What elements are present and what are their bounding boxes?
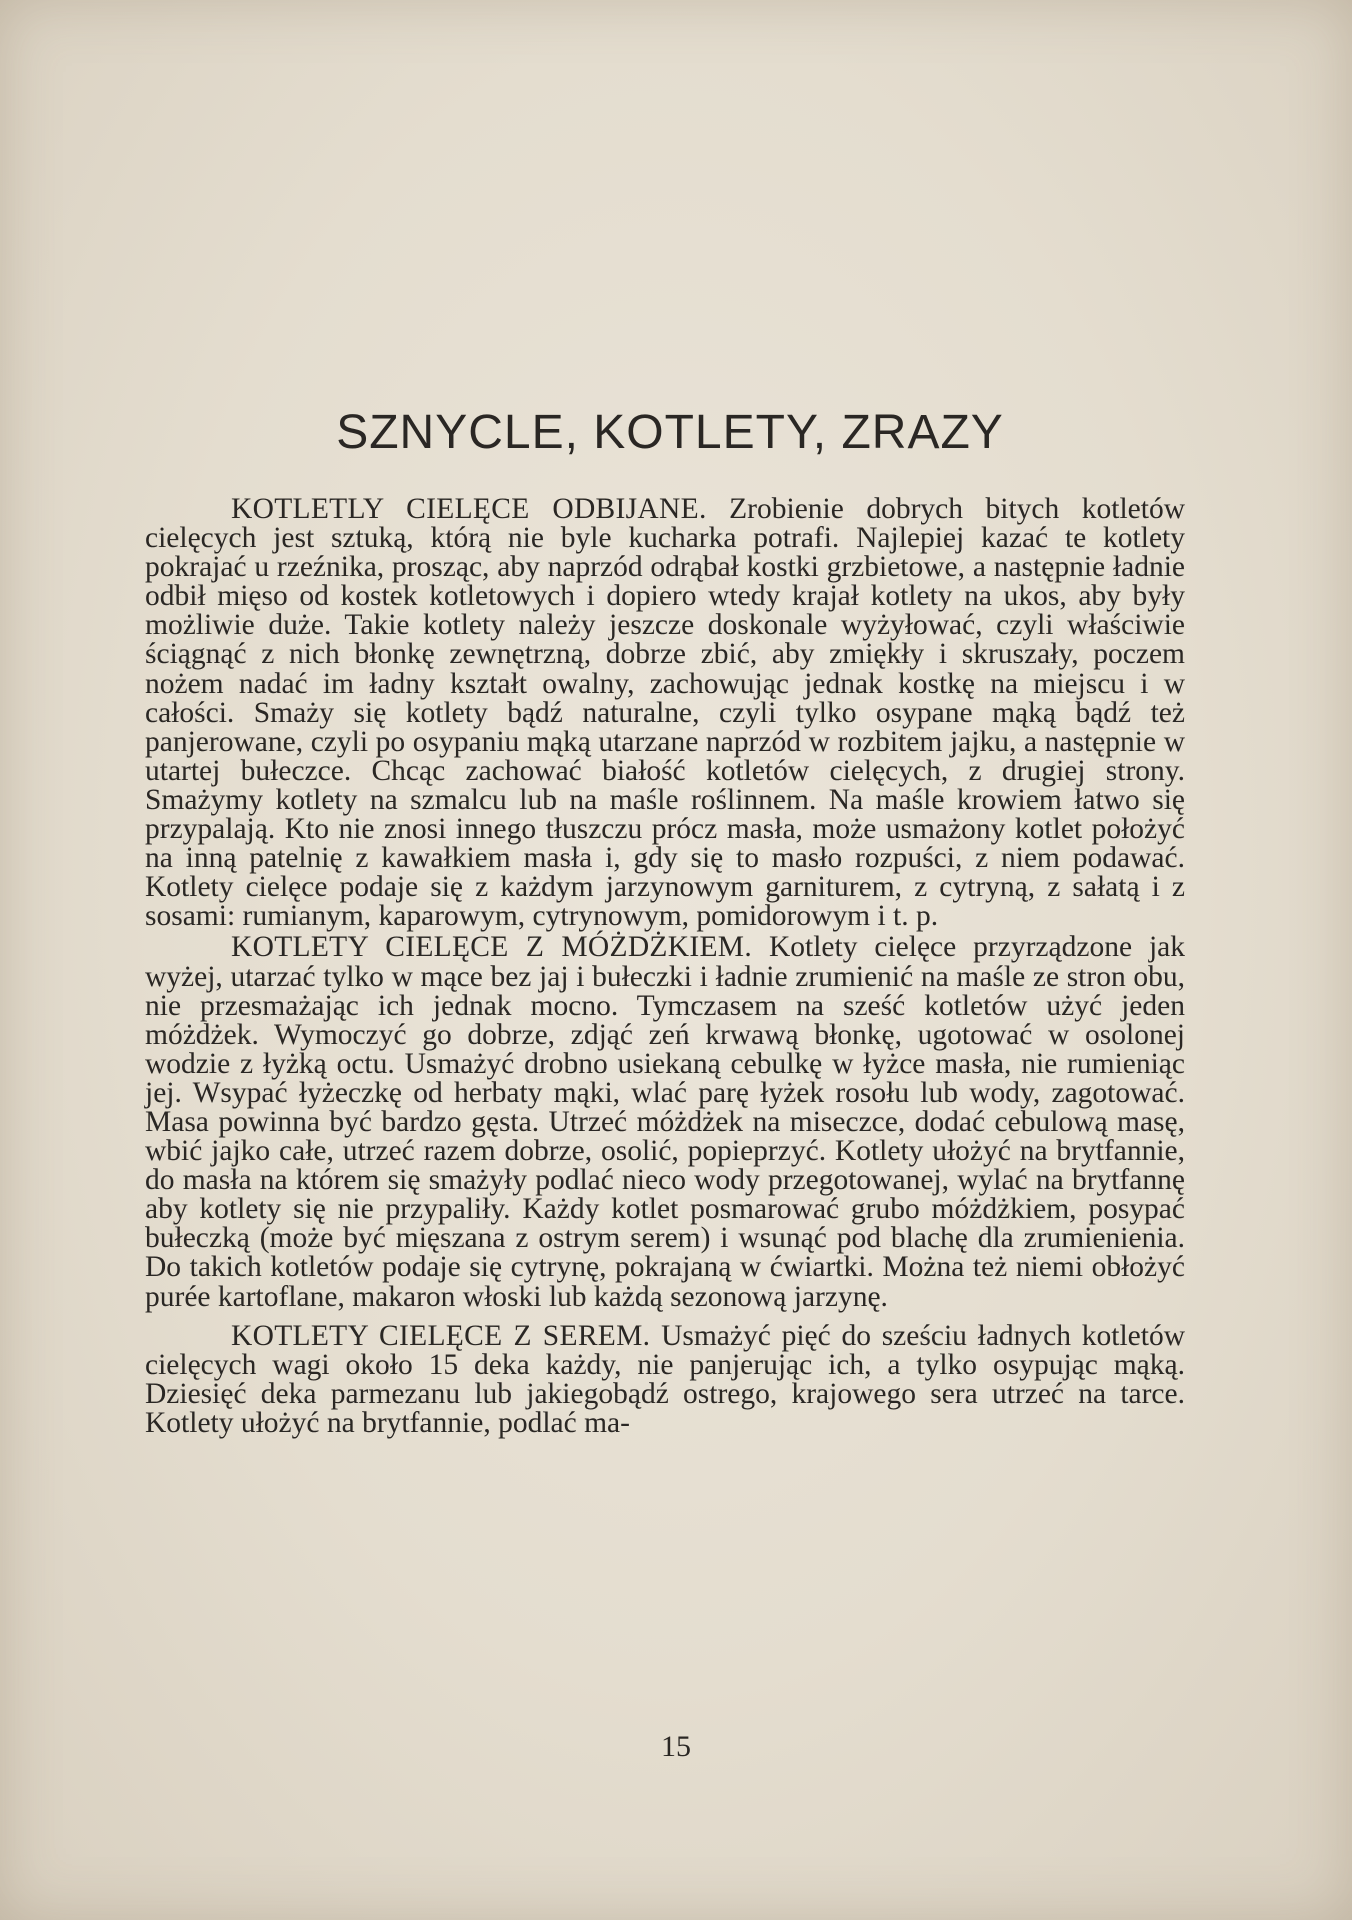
recipe-heading: KOTLETY CIELĘCE Z SEREM.	[231, 1319, 651, 1352]
chapter-title: SZNYCLE, KOTLETY, ZRAZY	[336, 406, 1004, 459]
paragraph-kotlety-z-serem	[145, 1319, 1185, 1439]
page-body	[145, 495, 1185, 1438]
recipe-text: Kotlety cielęce przyrządzone jak wyżej, utarzać tylko w mące bez jaj i bułeczki i ładnie zrumienić na maśle ze stron obu, nie przesmażając ich jednak mocno. Tymczasem na sześć kotletów użyć jeden móżdżek. Wymoczyć go dobrze, zdjąć zeń krwawą błonkę, ugotować w osolonej wodzie z łyżką octu. Usmażyć drobno usiekaną cebulkę w łyżce masła, nie rumieniąc jej. Wsypać łyżeczkę od herbaty mąki, wlać parę łyżek rosołu lub wody, zagotować. Masa powinna być bardzo gęsta. Utrzeć móżdżek na miseczce, dodać cebulową masę, wbić jajko całe, utrzeć razem dobrze, osolić, popieprzyć. Kotlety ułożyć na brytfannie, do masła na którem się smażyły podlać nieco wody przegotowanej, wylać na brytfannę aby kotlety się nie przypaliły. Każdy kotlet posmarować grubo móżdżkiem, posypać bułeczką (może być mięszana z ostrym serem) i wsunąć pod blachę dla zrumienienia. Do takich kotletów podaje się cytrynę, pokrajaną w ćwiartki. Można też niemi obłożyć purée kartoflane, makaron włoski lub każdą sezonową jarzynę.	[145, 931, 1186, 1313]
recipe-heading: KOTLETLY CIELĘCE ODBIJANE.	[231, 493, 707, 525]
recipe-heading: KOTLETY CIELĘCE Z MÓŻDŻKIEM.	[231, 931, 753, 964]
paragraph-kotlety-odbijane	[145, 495, 1185, 931]
recipe-text: Usmażyć pięć do sześciu ładnych kotletów cielęcych wagi około 15 deka każdy, nie panjerując ich, a tylko osypując mąką. Dziesięć deka parmezanu lub jakiegobądź ostrego, krajowego sera utrzeć na tarce. Kotlety ułożyć na brytfannie, podlać ma-	[145, 1319, 1185, 1439]
recipe-text: Zrobienie dobrych bitych kotletów cielęcych jest sztuką, którą nie byle kucharka potrafi. Najlepiej kazać te kotlety pokrajać u rzeźnika, prosząc, aby naprzód odrąbał kostki grzbietowe, a następnie ładnie odbił mięso od kostek kotletowych i dopiero wtedy krajał kotlety na ukos, aby były możliwie duże. Takie kotlety należy jeszcze doskonale wyżyłować, czyli właściwie ściągnąć z nich błonkę zewnętrzną, dobrze zbić, aby zmiękły i skruszały, poczem nożem nadać im ładny kształt owalny, zachowując jednak kostkę na miejscu i w całości. Smaży się kotlety bądź naturalne, czyli tylko osypane mąką bądź też panjerowane, czyli po osypaniu mąką utarzane naprzód w rozbitem jajku, a następnie w utartej bułeczce. Chcąc zachować białość kotletów cielęcych, z drugiej strony. Smażymy kotlety na szmalcu lub na maśle roślinnem. Na maśle krowiem łatwo się przypalają. Kto nie znosi innego tłuszczu prócz masła, może usmażony kotlet położyć na inną patelnię z kawałkiem masła i, gdy się to masło rozpuści, z niem podawać. Kotlety cielęce podaje się z każdym jarzynowym garniturem, z cytryną, z sałatą i z sosami: rumianym, kaparowym, cytrynowym, pomidorowym i t. p.	[145, 493, 1186, 933]
paragraph-kotlety-z-mozdzkiem	[145, 933, 1185, 1311]
page-number: 15	[661, 1730, 691, 1763]
